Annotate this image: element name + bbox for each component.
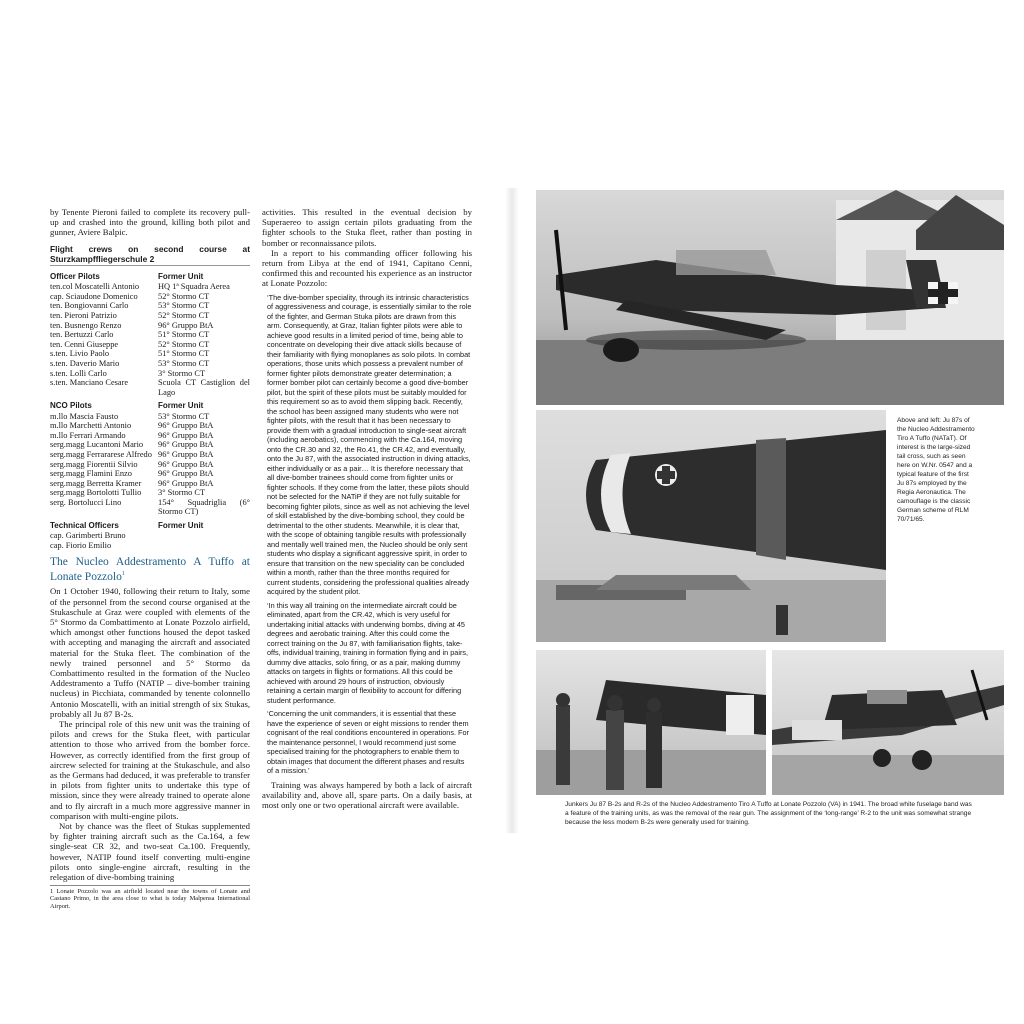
crew-name: m.llo Marchetti Antonio <box>50 421 132 431</box>
crew-former-unit: 96° Gruppo BtA <box>158 459 214 469</box>
crew-row <box>50 469 250 479</box>
crew-name: ten. Bertuzzi Carlo <box>50 330 114 340</box>
crew-name: cap. Sciaudone Domenico <box>50 291 138 301</box>
quote-paragraph: ‘Concerning the unit commanders, it is essential that these have the experience of seven or eight missions to render them cognisant of the real conditions encountered in operations. For the maintenance personnel, I would recommend just some specialised training for the photographers to enable them to obtain images that document the different phases and results of a mission.’ <box>267 709 470 776</box>
crew-former-unit: 96° Gruppo BtA <box>158 421 214 431</box>
footnote: 1 Lonate Pozzolo was an airfield located near the towns of Lonate and Castano Primo, in the area close to what is today Malpensa International Airport. <box>50 885 250 910</box>
crew-name: ten. Bongiovanni Carlo <box>50 301 129 311</box>
crew-name: serg. Bortolucci Lino <box>50 497 122 507</box>
former-unit-header: Former Unit <box>158 521 204 531</box>
quote-paragraph: ‘In this way all training on the intermediate aircraft could be eliminated, apart from the CR.42, which is very useful for undertaking initial attacks with underwing bombs, diving at 45 degrees and aerobatic training. After this could come the correct training on the Ju 87, with familiarisation flights, take-offs, individual training, training in formation flying and in pairs, dummy dive attacks, solo firing, or as a pair, making dummy attacks on targets in flights or formations. All this could be achieved with around 29 hours of instruction, obviously retaining a certain margin of flexibility to account for differing student performance. <box>267 600 469 705</box>
bottom-caption: Junkers Ju 87 B-2s and R-2s of the Nucleo Addestramento Tiro A Tuffo at Lonate Pozzolo (VA) in 1941. The broad white fuselage band was a feature of the training units, as was the removal of the rear gun. The assignment of the ‘long-range’ R-2 to the unit was somewhat strange because the less modern B-2s were generally used for training. <box>565 801 972 826</box>
crew-row <box>50 431 250 441</box>
crew-name: m.llo Mascia Fausto <box>50 411 119 421</box>
crew-name: serg.magg Ferrararese Alfredo <box>50 449 152 459</box>
photo-stuka-field <box>772 650 1004 795</box>
tech-header: Technical Officers <box>50 521 119 531</box>
crew-former-unit: 51° Stormo CT <box>158 349 210 359</box>
crew-name: m.llo Ferrari Armando <box>50 430 126 440</box>
crew-row <box>50 301 250 311</box>
crew-row <box>50 440 250 450</box>
crew-name: ten. Pieroni Patrizio <box>50 311 117 320</box>
crew-name: s.ten. Manciano Cesare <box>50 378 129 388</box>
left-column-2 <box>262 207 472 810</box>
photo-stuka-closeup <box>536 410 886 642</box>
section-heading: The Nucleo Addestramento A Tuffo at Lonate Pozzolo$^1$ <box>50 556 250 584</box>
crew-name: ten. Cenni Giuseppe <box>50 339 119 349</box>
crew-row <box>50 340 250 350</box>
nco-header: NCO Pilots <box>50 401 92 411</box>
crew-former-unit: 96° Gruppo BtA <box>158 478 214 488</box>
crew-name: s.ten. Daverio Mario <box>50 358 120 368</box>
photo-ground-crew <box>536 650 766 795</box>
body-paragraph: The principal role of this new unit was the training of pilots and crews for the Stuka fleet, with particular attention to those who arrived from the bomber force. However, as correctly identified from the first group of aircrew selected for training at the Stukaschule, and also as the Germans had deduced, it was preferable to transfer in pilots from fighter units to undertake this type of mission, since they were already trained to operate alone and to fly aircraft in a much more aggressive manner in comparison with multi-engine pilots. <box>50 718 250 821</box>
crew-name: serg.magg Fiorentii Silvio <box>50 459 138 469</box>
page-gutter <box>505 188 519 833</box>
crew-row <box>50 412 250 422</box>
crew-former-unit: Scuola CT Castiglion del Lago <box>158 378 250 397</box>
crew-name: s.ten. Lolli Carlo <box>50 368 107 378</box>
crew-row <box>50 488 250 498</box>
crew-former-unit <box>158 531 250 541</box>
crew-name: ten. Busnengo Renzo <box>50 320 122 330</box>
crew-name: s.ten. Livio Paolo <box>50 349 110 359</box>
crew-row <box>50 359 250 369</box>
crew-former-unit: 3° Stormo CT <box>158 488 206 498</box>
crew-former-unit: 52° Stormo CT <box>158 339 210 349</box>
left-column-1 <box>50 207 250 910</box>
crew-row <box>50 292 250 302</box>
crew-former-unit: 52° Stormo CT <box>158 291 210 301</box>
crew-row <box>50 369 250 379</box>
crew-name: serg.magg Berretta Kramer <box>50 478 142 488</box>
officer-header: Officer Pilots <box>50 272 100 282</box>
crew-former-unit: 96° Gruppo BtA <box>158 449 214 459</box>
crew-former-unit: 154° Squadriglia (6° Stormo CT) <box>158 497 250 517</box>
former-unit-header: Former Unit <box>158 272 204 282</box>
block-quote <box>267 293 472 776</box>
crew-former-unit: 53° Stormo CT <box>158 411 210 421</box>
crew-former-unit: 96° Gruppo BtA <box>158 430 214 440</box>
crew-former-unit: 96° Gruppo BtA <box>158 469 214 479</box>
quote-paragraph: ‘The dive-bomber speciality, through its intrinsic characteristics of aggressiveness and courage, is essentially similar to the role of the fighter, and German Stuka pilots are drawn from this arm. Consequently, at Graz, Italian fighter pilots were able to achieve good results in a limited period of time, being able to concentrate on developing their dive attack skills because of their familiarity with flying monoplanes as solo pilots. In combat operations, those units which possess a prevalent number of former fighter pilots demonstrate greater determination; a former bomber pilot can certainly become a good dive-bomber pilot, but the spirit of these pilots must be suitably moulded for this requirement so as to avoid them slipping back. Recently, the school has been assigned many students who were not fighter pilots, with the result that it has been necessary to provide them with a gradual introduction to single-seat aircraft (including aerobatics), commencing with the Ca.164, moving onto the CR.30 and 32, the Ro.41, the CR.42, and eventually, onto the Ju 87, with the associated instruction in diving attacks, either individually or as a pair… It is therefore necessary that all dive-bomber trainees should come from fighter units or fighter schools. If they come from the latter, these pilots should not be selected for the NATiP if they are not fully suitable for becoming fighter pilots, since as well as not achieving the level of skill established by the dive-bombing school, they could be detrimental to the other students. Meanwhile, it is clear that, with the scope of obtaining tangible results with professionally and mentally well trained men, the Nucleo should be only sent students who display a significant aggressive spirit, in order to ensure that transition on the new speciality can be concluded within a month, rather than the three months required for current students, considering the professional qualities already acquired by the student pilot. <box>267 292 472 597</box>
photo-stuka-hangar <box>536 190 1004 405</box>
crew-name: serg.magg Lucantoni Mario <box>50 440 144 450</box>
crew-table <box>50 268 250 550</box>
crew-row <box>50 282 250 292</box>
body-paragraph: Not by chance was the fleet of Stukas supplemented by fighter training aircraft such as the Ca.164, a few single-seat CR 32, and two-seat Ca.100. Frequently, however, NATIP found itself converting multi-engine pilots onto single-engine aircraft, resulting in the relegation of dive-bombing training <box>50 820 250 882</box>
body-paragraph: activities. This resulted in the eventual decision by Superaereo to assign certain pilots graduating from the fighter schools to the Stuka fleet, rather than posting in bomber or reconnaissance pilots. <box>262 207 472 248</box>
crew-name: serg.magg Flamini Enzo <box>50 469 132 479</box>
crew-former-unit: 52° Stormo CT <box>158 311 210 320</box>
crew-row <box>50 460 250 470</box>
side-caption: Above and left: Ju 87s of the Nucleo Addestramento Tiro A Tuffo (NATaT). Of interest is the large-sized tail cross, such as seen here on W.Nr. 0547 and a typical feature of the first Ju 87s employed by the Regia Aeronautica. The camouflage is the classic German scheme of RLM 70/71/65. <box>897 417 975 523</box>
body-paragraph: In a report to his commanding officer following his return from Libya at the end of 1941, Capitano Cenni, confirmed this and recounted his experience as an instructor at Lonate Pozzolo: <box>262 247 472 289</box>
crew-row <box>50 450 250 460</box>
crew-table-title: Flight crews on second course at Sturzkampffliegerschule 2 <box>50 244 250 266</box>
crew-name: cap. Garimberti Bruno <box>50 531 126 541</box>
intro-paragraph: by Tenente Pieroni failed to complete its recovery pull-up and crashed into the ground, killing both pilot and gunner, Aviere Balpic. <box>50 207 250 238</box>
crew-former-unit: 96° Gruppo BtA <box>158 440 214 450</box>
crew-former-unit: HQ 1ª Squadra Aerea <box>158 282 230 292</box>
crew-row <box>50 349 250 359</box>
crew-row <box>50 311 250 321</box>
crew-former-unit: 3° Stormo CT <box>158 368 206 378</box>
crew-former-unit <box>158 541 250 551</box>
crew-former-unit: 51° Stormo CT <box>158 330 210 340</box>
crew-name: serg.magg Bortolotti Tullio <box>50 488 142 498</box>
crew-row <box>50 378 250 397</box>
crew-former-unit: 53° Stormo CT <box>158 358 210 368</box>
body-paragraph: On 1 October 1940, following their return to Italy, some of the personnel from the second course organised at the Stukaschule at Graz were coupled with elements of the 5° Stormo da Combattimento at Lonate Pozzolo airfield, which amongst other functions housed the depot tasked with accepting and managing the aircraft and associated material for the Stuka fleet. The combination of the newly trained personnel and 5° Stormo da Combattimento resulted in the formation of the Nucleo Addestramento a Tuffo (NATIP – dive-bomber training nucleus) in Picchiata, commanded by tenente colonnello Antonio Moscatelli, with an initial strength of six Stukas, probably all Ju 87 B-2s. <box>50 586 250 719</box>
crew-former-unit: 96° Gruppo BtA <box>158 320 214 330</box>
former-unit-header: Former Unit <box>158 401 204 411</box>
crew-row <box>50 421 250 431</box>
crew-row <box>50 498 250 517</box>
crew-name: ten.col Moscatelli Antonio <box>50 282 140 292</box>
crew-former-unit: 53° Stormo CT <box>158 301 210 311</box>
crew-row <box>50 321 250 331</box>
crew-name: cap. Fiorio Emilio <box>50 540 112 550</box>
crew-row <box>50 330 250 340</box>
crew-row <box>50 541 250 551</box>
crew-row <box>50 531 250 541</box>
body-paragraph: Training was always hampered by both a lack of aircraft availability and, above all, spare parts. On a daily basis, at most only one or two operational aircraft were available. <box>262 779 472 811</box>
crew-row <box>50 479 250 489</box>
